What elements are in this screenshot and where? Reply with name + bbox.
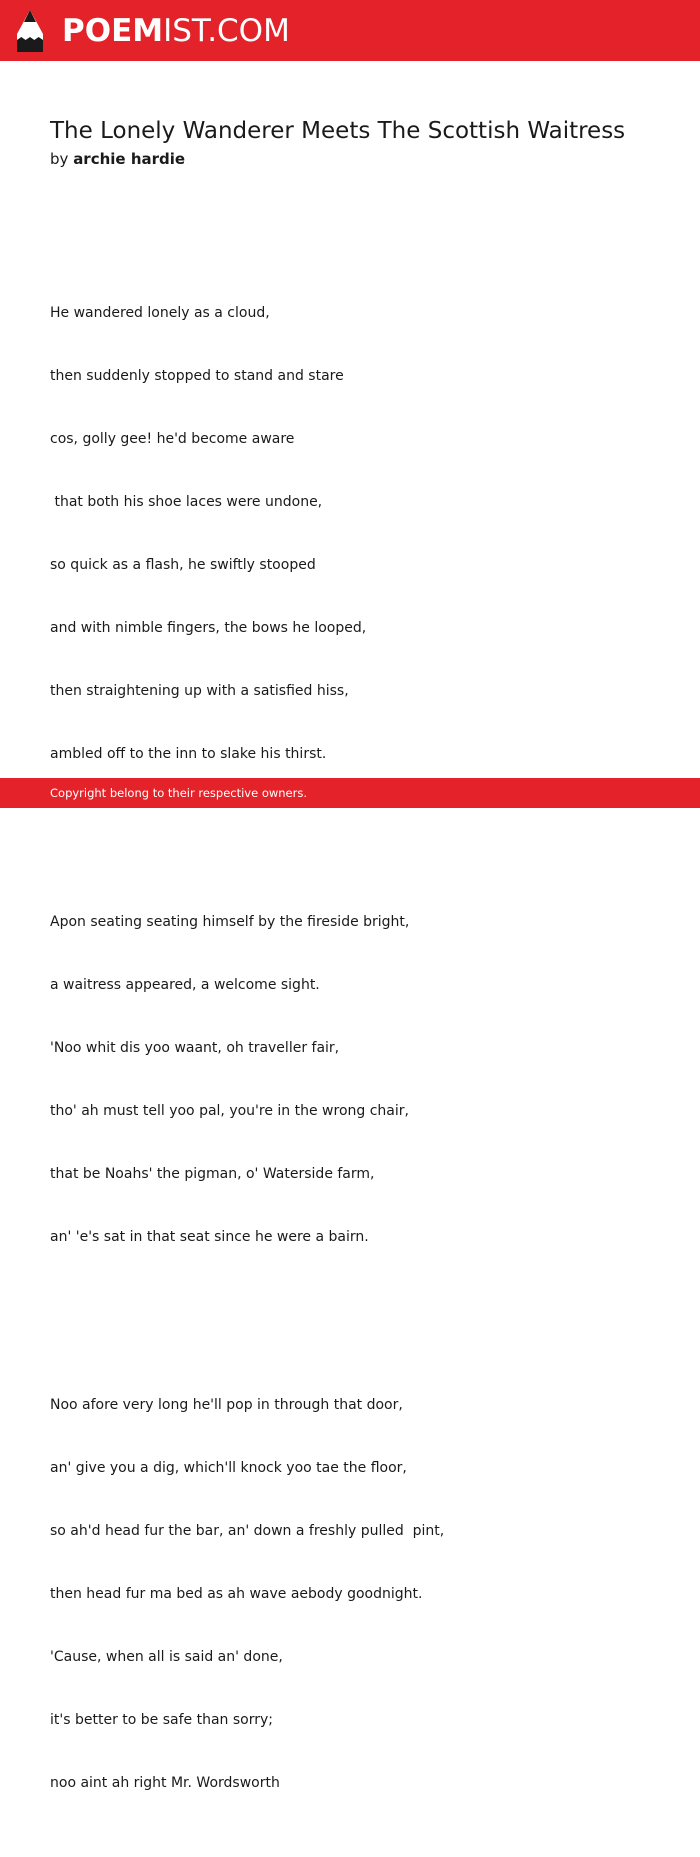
poem-line: an' 'e's sat in that seat since he were a bairn.	[50, 1229, 369, 1245]
poem-line: that both his shoe laces were undone,	[50, 494, 323, 510]
logo-bold-text: POEM	[62, 13, 164, 49]
poem-line: then straightening up with a satisfied hiss,	[50, 683, 349, 699]
poem-line: a waitress appeared, a welcome sight.	[50, 977, 320, 993]
poem-line: He wandered lonely as a cloud,	[50, 305, 270, 321]
copyright-notice: Copyright belong to their respective owners.	[50, 786, 308, 800]
site-header	[0, 0, 700, 61]
site-logo[interactable]	[62, 12, 290, 50]
poem-line: ambled off to the inn to slake his thirst.	[50, 746, 327, 762]
poem-line: 'Cause, when all is said an' done,	[50, 1649, 283, 1665]
poem-line: an' give you a dig, which'll knock yoo tae the floor,	[50, 1460, 407, 1476]
poem-line: Noo afore very long he'll pop in through that door,	[50, 1397, 403, 1413]
poem-line: so ah'd head fur the bar, an' down a freshly pulled pint,	[50, 1523, 445, 1539]
poem-line: 'Noo whit dis yoo waant, oh traveller fair,	[50, 1040, 340, 1056]
stanza	[50, 1353, 444, 1836]
poem-body	[50, 219, 444, 1857]
byline	[50, 149, 185, 169]
site-footer	[0, 778, 700, 808]
poem-line: Apon seating seating himself by the fireside bright,	[50, 914, 410, 930]
stanza	[50, 261, 444, 807]
poem-line: noo aint ah right Mr. Wordsworth	[50, 1775, 280, 1791]
poem-line: cos, golly gee! he'd become aware	[50, 431, 295, 447]
poem-line: it's better to be safe than sorry;	[50, 1712, 273, 1728]
logo-thin-text: IST.COM	[163, 13, 290, 49]
by-label: by	[50, 150, 69, 168]
poem-line: so quick as a flash, he swiftly stooped	[50, 557, 316, 573]
poem-line: and with nimble fingers, the bows he looped,	[50, 620, 367, 636]
stanza	[50, 870, 444, 1290]
pencil-tip-icon[interactable]	[17, 10, 43, 52]
poem-line: then head fur ma bed as ah wave aebody goodnight.	[50, 1586, 423, 1602]
poem-title: The Lonely Wanderer Meets The Scottish Waitress	[50, 118, 626, 144]
poem-line: tho' ah must tell yoo pal, you're in the wrong chair,	[50, 1103, 409, 1119]
poem-line: then suddenly stopped to stand and stare	[50, 368, 344, 384]
author-name[interactable]: archie hardie	[73, 150, 186, 168]
poem-line: that be Noahs' the pigman, o' Waterside farm,	[50, 1166, 375, 1182]
